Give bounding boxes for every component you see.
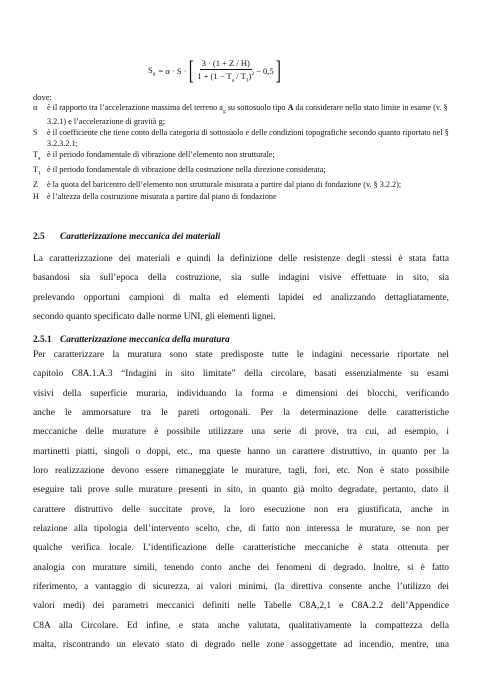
text-line: malta, riscontrando un elevato stato di degrado nelle zone assoggettate ad incendio, mentre, una	[33, 640, 449, 651]
definition-h: H è l’altezza della costruzione misurata a partire dal piano di fondazione	[33, 191, 277, 201]
formula-tail: − 0,5	[256, 65, 274, 76]
dove-label: dove:	[33, 92, 52, 102]
formula-lhs: $S_a$	[148, 64, 156, 78]
formula-numerator: 3 · (1 + Z / H)	[201, 58, 250, 68]
paragraph-2-5-1	[33, 346, 449, 656]
definition-t1: $T_1$ è il periodo fondamentale di vibrazione della costruzione nella direzione considerata;	[33, 165, 326, 177]
text-line: meccaniche delle murature è possibile utilizzare una serie di prove, tra cui, ad esempio, i	[33, 427, 449, 438]
text-line: valori medi) dei parametri meccanici definiti nelle Tabelle C8A,2,1 e C8A.2.2 dell’Appendice	[33, 601, 449, 612]
definition-s: S è il coefficiente che tiene conto della categoria di sottosuolo e delle condizioni topografiche secondo quanto riportato nel § 3.2.3.2.1;	[33, 128, 449, 148]
text-line: visivi della superficie muraria, individuando la forma e dimensioni dei blocchi, verificando	[33, 388, 449, 399]
formula-denominator: $1 + (1 - T_a / T_1)^2$	[197, 71, 255, 84]
formula-eq: = α · S ·	[158, 65, 187, 76]
text-line: Per caratterizzare la muratura sono state predisposte tutte le indagini necessarie riportate nel	[33, 350, 449, 360]
definition-ta: $T_a$ è il periodo fondamentale di vibrazione dell’elemento non strutturale;	[33, 150, 275, 162]
text-line: riferimento, a vantaggio di sicurezza, ai valori minimi, (la direttiva consente anche l’utilizzo dei	[33, 582, 449, 593]
definition-alpha: α è il rapporto tra l’accelerazione massima del terreno $a_g$ su sottosuolo tipo A da considerare nello stato limite in esame (v. § 3.2.1) e l’accelerazione di gravità g;	[33, 103, 448, 127]
text-line: La caratterizzazione dei materiali e quindi la definizione delle resistenze degli stessi è stata fatta	[33, 254, 449, 264]
text-line: prelevando opportuni campioni di malta ed elementi lapidei ed analizzando dettagliatamente,	[33, 292, 449, 303]
text-line: eseguire tali prove sulle murature presenti in sito, in quanto già molto degradate, pertanto, dato il	[33, 485, 449, 496]
text-line: loro realizzazione devono essere rimaneggiate le murature, tagli, fori, etc. Non è stato possibile	[33, 466, 449, 477]
paragraph-2-5	[33, 250, 449, 327]
text-line: carattere distruttivo delle succitate prove, la loro esecuzione non era giustificata, anche in	[33, 504, 449, 515]
formula: $S_a$ = α · S · [ $\frac{3 \cdot (1 + Z / H)}{1 + (1 - T_a / T_1)^2}$ − 0,5 ]	[148, 55, 281, 85]
formula-fraction	[197, 58, 254, 84]
text-line: secondo quanto specificato dalle norme UNI, gli elementi lignei.	[33, 312, 276, 323]
heading-2-5: 2.5 Caratterizzazione meccanica dei materiali	[33, 232, 221, 242]
definition-z: Z è la quota del baricentro dell’elemento non strutturale misurata a partire dal piano di fondazione (v. § 3.2.2);	[33, 180, 402, 190]
text-line: basandosi sia sull’epoca della costruzione, sia sulle indagini visive effettuate in sito, sia	[33, 273, 449, 284]
text-line: anche le ammorsature tra le pareti ortogonali. Per la determinazione delle caratteristiche	[33, 408, 449, 419]
text-line: relazione alla tipologia dell’intervento scelto, che, di fatto non interessa le murature, se non per	[33, 524, 449, 535]
text-line: capitolo C8A.1.A.3 “Indagini in sito limitate” della circolare, basati essenzialmente su esami	[33, 369, 449, 380]
text-line: C8A alla Circolare. Ed infine, e stata anche valutata, qualitativamente la compattezza della	[33, 620, 449, 631]
heading-2-5-1: 2.5.1 Caratterizzazione meccanica della muratura	[33, 335, 230, 345]
text-line: martinetti piatti, singoli o doppi, etc., ma queste hanno un carattere distruttivo, in quanto per la	[33, 446, 449, 457]
text-line: analogia con murature simili, tenendo conto anche dei fenomeni di degrado. Inoltre, si è fatto	[33, 562, 449, 573]
definitions-list	[33, 103, 453, 203]
text-line: qualche verifica locale. L’identificazione delle caratteristiche meccaniche è stata ottenuta per	[33, 543, 449, 554]
